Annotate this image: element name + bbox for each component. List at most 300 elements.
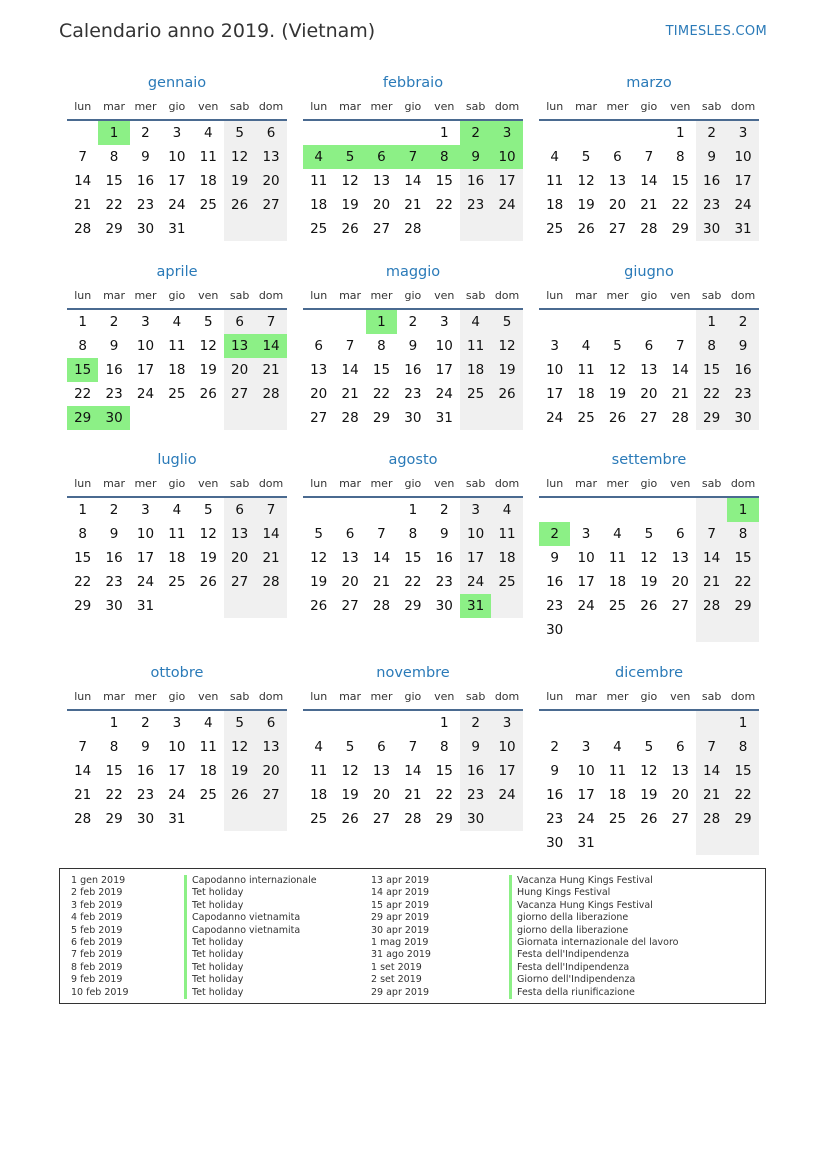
day-cell[interactable]: 5	[644, 526, 654, 542]
day-cell[interactable]: 15	[435, 173, 453, 189]
day-cell[interactable]: 25	[460, 382, 491, 406]
day-cell[interactable]: 19	[491, 358, 522, 382]
day-cell[interactable]: 1	[366, 310, 397, 334]
day-cell[interactable]: 12	[199, 338, 217, 354]
day-cell[interactable]: 13	[255, 735, 286, 759]
day-cell[interactable]: 27	[372, 221, 391, 237]
day-cell[interactable]: 17	[136, 362, 155, 378]
day-cell[interactable]: 3	[581, 739, 591, 755]
day-cell[interactable]: 6	[255, 121, 286, 145]
day-cell[interactable]: 14	[404, 763, 422, 779]
day-cell[interactable]: 2	[539, 522, 570, 546]
day-cell[interactable]: 26	[640, 811, 658, 827]
day-cell[interactable]: 8	[377, 338, 386, 354]
day-cell[interactable]: 5	[224, 121, 255, 145]
day-cell[interactable]: 24	[136, 574, 155, 590]
day-cell[interactable]: 3	[727, 121, 758, 145]
day-cell[interactable]: 18	[608, 574, 627, 590]
day-cell[interactable]: 25	[199, 197, 217, 213]
day-cell[interactable]: 30	[460, 807, 491, 831]
day-cell[interactable]: 19	[640, 787, 658, 803]
day-cell[interactable]: 29	[74, 598, 92, 614]
day-cell[interactable]: 5	[613, 338, 622, 354]
day-cell[interactable]: 23	[435, 574, 453, 590]
day-cell[interactable]: 14	[341, 362, 359, 378]
day-cell[interactable]: 20	[310, 386, 328, 402]
day-cell[interactable]: 20	[671, 574, 689, 590]
day-cell[interactable]: 26	[224, 783, 255, 807]
day-cell[interactable]: 3	[172, 715, 182, 731]
day-cell[interactable]: 22	[671, 197, 689, 213]
day-cell[interactable]: 8	[727, 735, 758, 759]
day-cell[interactable]: 19	[608, 386, 627, 402]
day-cell[interactable]: 12	[577, 173, 595, 189]
day-cell[interactable]: 23	[727, 382, 758, 406]
day-cell[interactable]: 6	[345, 526, 355, 542]
day-cell[interactable]: 17	[460, 546, 491, 570]
day-cell[interactable]: 30	[435, 598, 453, 614]
day-cell[interactable]: 18	[199, 763, 217, 779]
day-cell[interactable]: 23	[136, 197, 155, 213]
day-cell[interactable]: 7	[255, 310, 286, 334]
day-cell[interactable]: 10	[168, 149, 186, 165]
day-cell[interactable]: 14	[74, 173, 92, 189]
day-cell[interactable]: 26	[491, 382, 522, 406]
day-cell[interactable]: 7	[78, 739, 87, 755]
day-cell[interactable]: 18	[199, 173, 217, 189]
day-cell[interactable]: 15	[372, 362, 391, 378]
day-cell[interactable]: 13	[310, 362, 328, 378]
day-cell[interactable]: 30	[727, 406, 758, 430]
day-cell[interactable]: 1	[696, 310, 727, 334]
day-cell[interactable]: 18	[608, 787, 627, 803]
day-cell[interactable]: 11	[460, 334, 491, 358]
day-cell[interactable]: 29	[105, 221, 123, 237]
day-cell[interactable]: 7	[408, 739, 418, 755]
day-cell[interactable]: 22	[727, 570, 758, 594]
day-cell[interactable]: 11	[608, 763, 627, 779]
day-cell[interactable]: 5	[581, 149, 591, 165]
day-cell[interactable]: 18	[460, 358, 491, 382]
day-cell[interactable]: 30	[546, 622, 564, 638]
day-cell[interactable]: 21	[640, 197, 658, 213]
day-cell[interactable]: 8	[727, 522, 758, 546]
day-cell[interactable]: 1	[727, 711, 758, 735]
day-cell[interactable]: 6	[675, 739, 685, 755]
day-cell[interactable]: 13	[341, 550, 359, 566]
day-cell[interactable]: 3	[141, 314, 150, 330]
day-cell[interactable]: 27	[310, 410, 328, 426]
day-cell[interactable]: 19	[199, 550, 217, 566]
day-cell[interactable]: 27	[608, 221, 627, 237]
day-cell[interactable]: 16	[435, 550, 453, 566]
day-cell[interactable]: 22	[727, 783, 758, 807]
day-cell[interactable]: 17	[546, 386, 564, 402]
day-cell[interactable]: 25	[491, 570, 522, 594]
day-cell[interactable]: 10	[491, 735, 522, 759]
day-cell[interactable]: 9	[141, 739, 150, 755]
day-cell[interactable]: 8	[78, 338, 87, 354]
day-cell[interactable]: 31	[168, 221, 186, 237]
day-cell[interactable]: 13	[255, 145, 286, 169]
day-cell[interactable]: 22	[74, 386, 92, 402]
day-cell[interactable]: 2	[141, 715, 150, 731]
day-cell[interactable]: 10	[546, 362, 564, 378]
day-cell[interactable]: 10	[577, 763, 595, 779]
day-cell[interactable]: 16	[727, 358, 758, 382]
day-cell[interactable]: 11	[577, 362, 595, 378]
day-cell[interactable]: 10	[136, 526, 155, 542]
day-cell[interactable]: 10	[727, 145, 758, 169]
day-cell[interactable]: 7	[696, 522, 727, 546]
day-cell[interactable]: 18	[168, 550, 186, 566]
day-cell[interactable]: 20	[372, 197, 391, 213]
day-cell[interactable]: 17	[727, 169, 758, 193]
day-cell[interactable]: 31	[460, 594, 491, 618]
day-cell[interactable]: 18	[546, 197, 564, 213]
day-cell[interactable]: 27	[255, 193, 286, 217]
day-cell[interactable]: 24	[727, 193, 758, 217]
day-cell[interactable]: 1	[675, 125, 685, 141]
day-cell[interactable]: 8	[78, 526, 87, 542]
day-cell[interactable]: 8	[439, 739, 449, 755]
day-cell[interactable]: 23	[404, 386, 422, 402]
day-cell[interactable]: 25	[310, 221, 328, 237]
day-cell[interactable]: 27	[224, 382, 255, 406]
day-cell[interactable]: 29	[727, 594, 758, 618]
day-cell[interactable]: 23	[696, 193, 727, 217]
day-cell[interactable]: 29	[105, 811, 123, 827]
day-cell[interactable]: 28	[372, 598, 391, 614]
day-cell[interactable]: 13	[372, 763, 391, 779]
day-cell[interactable]: 24	[577, 811, 595, 827]
day-cell[interactable]: 15	[105, 173, 123, 189]
day-cell[interactable]: 17	[168, 173, 186, 189]
day-cell[interactable]: 26	[199, 574, 217, 590]
day-cell[interactable]: 20	[608, 197, 627, 213]
day-cell[interactable]: 24	[546, 410, 564, 426]
day-cell[interactable]: 19	[310, 574, 328, 590]
day-cell[interactable]: 7	[255, 498, 286, 522]
day-cell[interactable]: 30	[98, 406, 129, 430]
day-cell[interactable]: 18	[310, 787, 328, 803]
day-cell[interactable]: 14	[255, 334, 286, 358]
day-cell[interactable]: 6	[644, 338, 654, 354]
day-cell[interactable]: 1	[78, 314, 87, 330]
day-cell[interactable]: 8	[675, 149, 685, 165]
day-cell[interactable]: 4	[581, 338, 591, 354]
day-cell[interactable]: 17	[491, 759, 522, 783]
day-cell[interactable]: 21	[74, 787, 92, 803]
day-cell[interactable]: 13	[224, 522, 255, 546]
day-cell[interactable]: 3	[550, 338, 559, 354]
day-cell[interactable]: 27	[224, 570, 255, 594]
day-cell[interactable]: 25	[199, 787, 217, 803]
day-cell[interactable]: 25	[168, 386, 186, 402]
day-cell[interactable]: 24	[491, 783, 522, 807]
day-cell[interactable]: 15	[105, 763, 123, 779]
day-cell[interactable]: 3	[141, 502, 150, 518]
day-cell[interactable]: 12	[491, 334, 522, 358]
day-cell[interactable]: 6	[613, 149, 622, 165]
day-cell[interactable]: 4	[303, 145, 334, 169]
day-cell[interactable]: 25	[608, 811, 627, 827]
day-cell[interactable]: 9	[109, 338, 119, 354]
day-cell[interactable]: 7	[675, 338, 685, 354]
day-cell[interactable]: 16	[696, 169, 727, 193]
day-cell[interactable]: 30	[696, 217, 727, 241]
day-cell[interactable]: 24	[460, 570, 491, 594]
day-cell[interactable]: 2	[727, 310, 758, 334]
day-cell[interactable]: 28	[671, 410, 689, 426]
day-cell[interactable]: 31	[136, 598, 155, 614]
day-cell[interactable]: 2	[439, 502, 449, 518]
day-cell[interactable]: 4	[172, 502, 182, 518]
day-cell[interactable]: 26	[341, 811, 359, 827]
day-cell[interactable]: 24	[136, 386, 155, 402]
day-cell[interactable]: 2	[460, 121, 491, 145]
day-cell[interactable]: 6	[224, 310, 255, 334]
day-cell[interactable]: 26	[224, 193, 255, 217]
day-cell[interactable]: 28	[74, 221, 92, 237]
day-cell[interactable]: 10	[168, 739, 186, 755]
day-cell[interactable]: 12	[310, 550, 328, 566]
day-cell[interactable]: 4	[491, 498, 522, 522]
day-cell[interactable]: 11	[310, 763, 328, 779]
day-cell[interactable]: 19	[224, 759, 255, 783]
day-cell[interactable]: 18	[491, 546, 522, 570]
day-cell[interactable]: 21	[255, 546, 286, 570]
day-cell[interactable]: 20	[372, 787, 391, 803]
day-cell[interactable]: 26	[640, 598, 658, 614]
day-cell[interactable]: 2	[109, 502, 119, 518]
day-cell[interactable]: 29	[435, 811, 453, 827]
day-cell[interactable]: 14	[671, 362, 689, 378]
day-cell[interactable]: 30	[105, 598, 123, 614]
day-cell[interactable]: 29	[727, 807, 758, 831]
day-cell[interactable]: 9	[460, 145, 491, 169]
day-cell[interactable]: 15	[67, 358, 98, 382]
day-cell[interactable]: 6	[314, 338, 323, 354]
day-cell[interactable]: 15	[74, 550, 92, 566]
day-cell[interactable]: 18	[577, 386, 595, 402]
day-cell[interactable]: 9	[727, 334, 758, 358]
day-cell[interactable]: 14	[404, 173, 422, 189]
day-cell[interactable]: 15	[696, 358, 727, 382]
day-cell[interactable]: 9	[141, 149, 150, 165]
day-cell[interactable]: 6	[366, 145, 397, 169]
day-cell[interactable]: 17	[168, 763, 186, 779]
day-cell[interactable]: 1	[408, 502, 418, 518]
day-cell[interactable]: 9	[408, 338, 418, 354]
day-cell[interactable]: 20	[640, 386, 658, 402]
day-cell[interactable]: 9	[439, 526, 449, 542]
day-cell[interactable]: 21	[255, 358, 286, 382]
day-cell[interactable]: 11	[168, 526, 186, 542]
day-cell[interactable]: 12	[224, 735, 255, 759]
day-cell[interactable]: 23	[460, 193, 491, 217]
day-cell[interactable]: 5	[644, 739, 654, 755]
day-cell[interactable]: 21	[404, 197, 422, 213]
day-cell[interactable]: 3	[460, 498, 491, 522]
day-cell[interactable]: 26	[199, 386, 217, 402]
day-cell[interactable]: 31	[577, 835, 595, 851]
day-cell[interactable]: 23	[105, 574, 123, 590]
day-cell[interactable]: 1	[727, 498, 758, 522]
day-cell[interactable]: 10	[136, 338, 155, 354]
day-cell[interactable]: 6	[675, 526, 685, 542]
day-cell[interactable]: 24	[491, 193, 522, 217]
day-cell[interactable]: 29	[696, 406, 727, 430]
day-cell[interactable]: 19	[640, 574, 658, 590]
day-cell[interactable]: 9	[550, 763, 559, 779]
day-cell[interactable]: 21	[404, 787, 422, 803]
day-cell[interactable]: 8	[109, 149, 119, 165]
day-cell[interactable]: 31	[168, 811, 186, 827]
day-cell[interactable]: 5	[203, 502, 213, 518]
day-cell[interactable]: 11	[168, 338, 186, 354]
day-cell[interactable]: 8	[429, 145, 460, 169]
day-cell[interactable]: 21	[372, 574, 391, 590]
day-cell[interactable]: 22	[105, 197, 123, 213]
day-cell[interactable]: 27	[671, 811, 689, 827]
day-cell[interactable]: 5	[334, 145, 365, 169]
day-cell[interactable]: 25	[546, 221, 564, 237]
day-cell[interactable]: 14	[255, 522, 286, 546]
day-cell[interactable]: 2	[109, 314, 119, 330]
day-cell[interactable]: 3	[172, 125, 182, 141]
day-cell[interactable]: 23	[546, 598, 564, 614]
day-cell[interactable]: 21	[696, 570, 727, 594]
day-cell[interactable]: 13	[671, 763, 689, 779]
day-cell[interactable]: 15	[404, 550, 422, 566]
day-cell[interactable]: 16	[136, 763, 155, 779]
day-cell[interactable]: 23	[136, 787, 155, 803]
day-cell[interactable]: 20	[671, 787, 689, 803]
day-cell[interactable]: 4	[203, 125, 213, 141]
day-cell[interactable]: 30	[404, 410, 422, 426]
day-cell[interactable]: 1	[109, 715, 119, 731]
day-cell[interactable]: 13	[608, 173, 627, 189]
day-cell[interactable]: 26	[577, 221, 595, 237]
day-cell[interactable]: 23	[105, 386, 123, 402]
day-cell[interactable]: 7	[377, 526, 386, 542]
day-cell[interactable]: 8	[696, 334, 727, 358]
day-cell[interactable]: 5	[224, 711, 255, 735]
day-cell[interactable]: 12	[199, 526, 217, 542]
day-cell[interactable]: 31	[727, 217, 758, 241]
day-cell[interactable]: 26	[608, 410, 627, 426]
day-cell[interactable]: 15	[671, 173, 689, 189]
day-cell[interactable]: 14	[372, 550, 391, 566]
day-cell[interactable]: 1	[439, 125, 449, 141]
day-cell[interactable]: 28	[404, 221, 422, 237]
day-cell[interactable]: 28	[341, 410, 359, 426]
day-cell[interactable]: 10	[460, 522, 491, 546]
day-cell[interactable]: 4	[550, 149, 559, 165]
day-cell[interactable]: 27	[640, 410, 658, 426]
day-cell[interactable]: 28	[255, 382, 286, 406]
day-cell[interactable]: 2	[460, 711, 491, 735]
day-cell[interactable]: 27	[255, 783, 286, 807]
day-cell[interactable]: 26	[310, 598, 328, 614]
day-cell[interactable]: 15	[435, 763, 453, 779]
day-cell[interactable]: 14	[696, 546, 727, 570]
day-cell[interactable]: 9	[550, 550, 559, 566]
day-cell[interactable]: 4	[613, 739, 622, 755]
day-cell[interactable]: 27	[372, 811, 391, 827]
day-cell[interactable]: 19	[199, 362, 217, 378]
day-cell[interactable]: 20	[255, 759, 286, 783]
day-cell[interactable]: 5	[314, 526, 323, 542]
day-cell[interactable]: 21	[341, 386, 359, 402]
day-cell[interactable]: 20	[224, 358, 255, 382]
day-cell[interactable]: 18	[310, 197, 328, 213]
day-cell[interactable]: 14	[74, 763, 92, 779]
day-cell[interactable]: 16	[105, 550, 123, 566]
day-cell[interactable]: 4	[460, 310, 491, 334]
day-cell[interactable]: 16	[546, 787, 564, 803]
day-cell[interactable]: 31	[435, 410, 453, 426]
day-cell[interactable]: 17	[577, 574, 595, 590]
day-cell[interactable]: 7	[78, 149, 87, 165]
day-cell[interactable]: 20	[341, 574, 359, 590]
day-cell[interactable]: 21	[671, 386, 689, 402]
day-cell[interactable]: 3	[581, 526, 591, 542]
day-cell[interactable]: 23	[460, 783, 491, 807]
day-cell[interactable]: 22	[696, 382, 727, 406]
day-cell[interactable]: 19	[341, 197, 359, 213]
day-cell[interactable]: 1	[439, 715, 449, 731]
day-cell[interactable]: 21	[74, 197, 92, 213]
day-cell[interactable]: 29	[671, 221, 689, 237]
day-cell[interactable]: 4	[613, 526, 622, 542]
day-cell[interactable]: 22	[435, 197, 453, 213]
day-cell[interactable]: 16	[460, 169, 491, 193]
day-cell[interactable]: 24	[577, 598, 595, 614]
day-cell[interactable]: 28	[696, 594, 727, 618]
day-cell[interactable]: 22	[435, 787, 453, 803]
day-cell[interactable]: 22	[372, 386, 391, 402]
day-cell[interactable]: 29	[404, 598, 422, 614]
day-cell[interactable]: 7	[696, 735, 727, 759]
day-cell[interactable]: 16	[136, 173, 155, 189]
day-cell[interactable]: 22	[404, 574, 422, 590]
day-cell[interactable]: 16	[460, 759, 491, 783]
day-cell[interactable]: 17	[491, 169, 522, 193]
day-cell[interactable]: 12	[608, 362, 627, 378]
day-cell[interactable]: 29	[67, 406, 98, 430]
day-cell[interactable]: 11	[310, 173, 328, 189]
day-cell[interactable]: 10	[435, 338, 453, 354]
day-cell[interactable]: 7	[345, 338, 355, 354]
day-cell[interactable]: 1	[78, 502, 87, 518]
day-cell[interactable]: 20	[255, 169, 286, 193]
day-cell[interactable]: 9	[460, 735, 491, 759]
day-cell[interactable]: 7	[397, 145, 428, 169]
day-cell[interactable]: 15	[727, 546, 758, 570]
day-cell[interactable]: 2	[408, 314, 418, 330]
brand-link[interactable]: TIMESLES.COM	[665, 24, 767, 39]
day-cell[interactable]: 12	[341, 173, 359, 189]
day-cell[interactable]: 2	[550, 739, 559, 755]
day-cell[interactable]: 11	[491, 522, 522, 546]
day-cell[interactable]: 19	[341, 787, 359, 803]
day-cell[interactable]: 18	[168, 362, 186, 378]
day-cell[interactable]: 28	[696, 807, 727, 831]
day-cell[interactable]: 12	[341, 763, 359, 779]
day-cell[interactable]: 14	[640, 173, 658, 189]
